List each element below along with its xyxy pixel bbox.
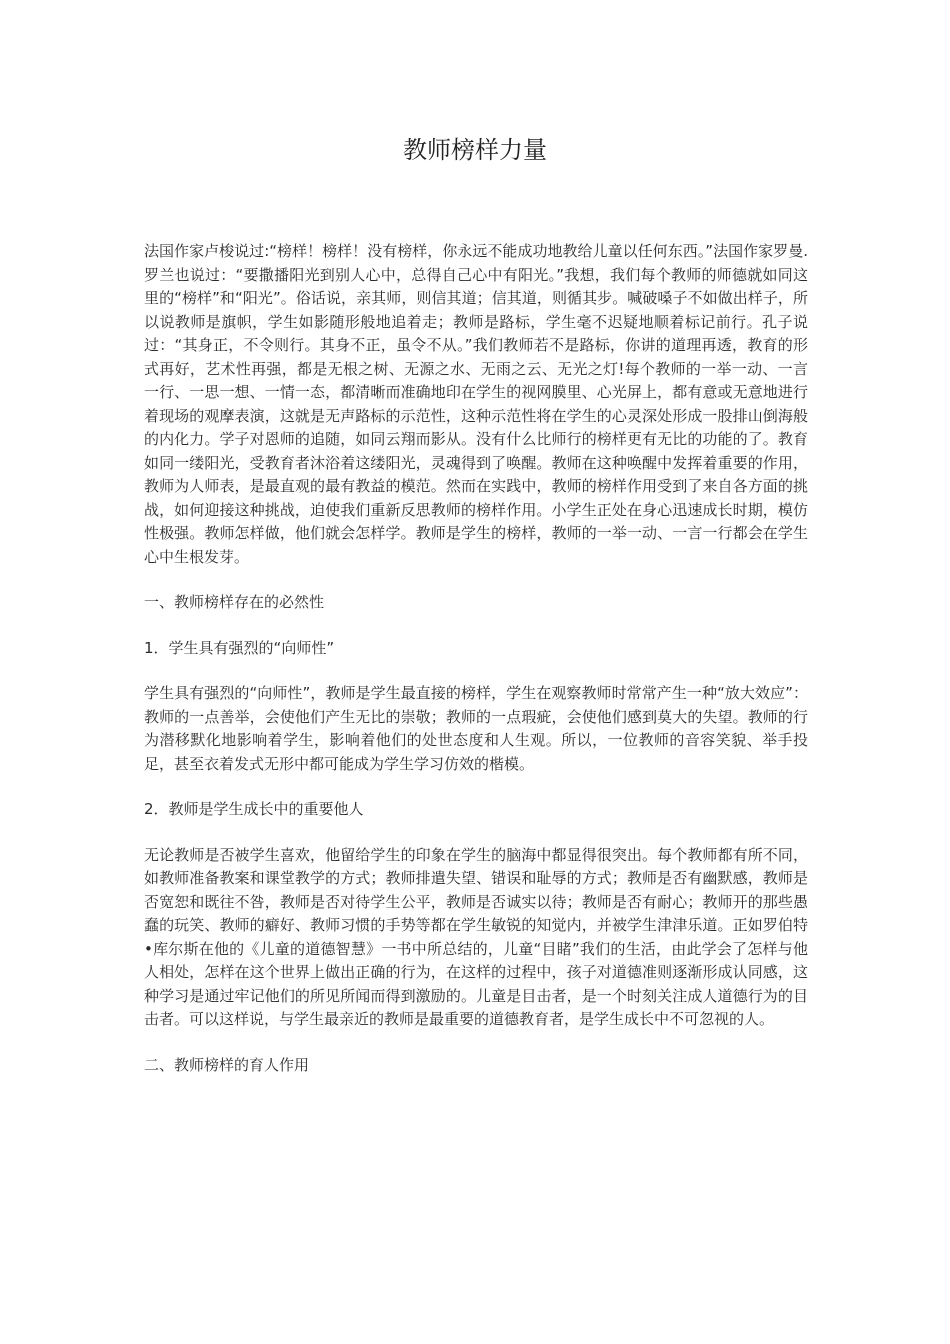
subsection-paragraph-1-1: 学生具有强烈的“向师性”，教师是学生最直接的榜样，学生在观察教师时常常产生一种“放大效应”：教师的一点善举，会使他们产生无比的崇敬；教师的一点瑕疵，会使他们感到莫大的失望。教师的行为潜移默化地影响着学生，影响着他们的处世态度和人生观。所以，一位教师的音容笑貌、举手投足，甚至衣着发式无形中都可能成为学生学习仿效的楷模。 [144,684,808,773]
document-title: 教师榜样力量 [403,136,547,164]
subsection-paragraph-1-2: 无论教师是否被学生喜欢，他留给学生的印象在学生的脑海中都显得很突出。每个教师都有所不同，如教师准备教案和课堂教学的方式；教师排遣失望、错误和耻辱的方式；教师是否有幽默感，教师是否宽恕和既往不咎，教师是否对待学生公平，教师是否诚实以待；教师是否有耐心；教师开的那些愚蠢的玩笑、教师的癖好、教师习惯的手势等都在学生敏锐的知觉内，并被学生津津乐道。正如罗伯特•库尔斯在他的《儿童的道德智慧》一书中所总结的，儿童“目睹”我们的生活，由此学会了怎样与他人相处，怎样在这个世界上做出正确的行为，在这样的过程中，孩子对道德准则逐渐形成认同感，这种学习是通过牢记他们的所见所闻而得到激励的。儿童是目击者，是一个时刻关注成人道德行为的目击者。可以这样说，与学生最亲近的教师是最重要的道德教育者，是学生成长中不可忽视的人。 [144,845,808,1028]
section-heading-2: 二、教师榜样的育人作用 [144,1055,310,1074]
subsection-heading-1-1: 1．学生具有强烈的“向师性” [144,638,335,657]
subsection-heading-1-2: 2．教师是学生成长中的重要他人 [144,800,364,818]
document-body [144,240,808,1099]
section-heading-1: 一、教师榜样存在的必然性 [144,593,325,611]
intro-paragraph: 法国作家卢梭说过:“榜样！榜样！没有榜样，你永远不能成功地教给儿童以任何东西。”法国作家罗曼.罗兰也说过：“要撒播阳光到别人心中，总得自己心中有阳光。”我想，我们每个教师的师德就如同这里的“榜样”和“阳光”。俗话说，亲其师，则信其道；信其道，则循其步。喊破嗓子不如做出样子，所以说教师是旗帜，学生如影随形般地追着走；教师是路标，学生毫不迟疑地顺着标记前行。孔子说过：“其身正，不令则行。其身不正，虽令不从。”我们教师若不是路标，你讲的道理再透，教育的形式再好，艺术性再强，都是无根之树、无源之水、无雨之云、无光之灯!每个教师的一举一动、一言一行、一思一想、一情一态，都清晰而准确地印在学生的视网膜里、心光屏上，都有意或无意地进行着现场的观摩表演，这就是无声路标的示范性，这种示范性将在学生的心灵深处形成一股排山倒海般的内化力。学子对恩师的追随，如同云翔而影从。没有什么比师行的榜样更有无比的功能的了。教育如同一缕阳光，受教育者沐浴着这缕阳光，灵魂得到了唤醒。教师在这种唤醒中发挥着重要的作用，教师为人师表，是最直观的最有教益的模范。然而在实践中，教师的榜样作用受到了来自各方面的挑战，如何迎接这种挑战，迫使我们重新反思教师的榜样作用。小学生正处在身心迅速成长时期，模仿性极强。教师怎样做，他们就会怎样学。教师是学生的榜样，教师的一举一动、一言一行都会在学生心中生根发芽。 [144,242,808,566]
